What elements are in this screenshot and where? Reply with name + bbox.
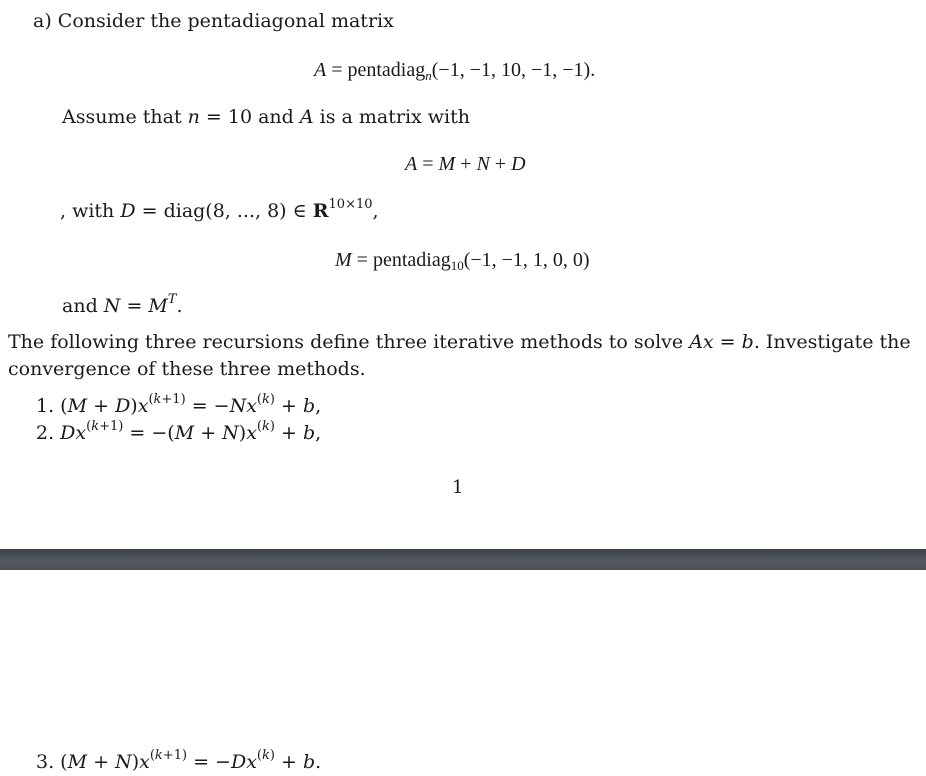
method-3: 3. $(M + N)x^{(k+1)} = -Dx^{(k)} + b$. — [36, 748, 322, 773]
method-2: 2. $Dx^{(k+1)} = -(M + N)x^{(k)} + b$, — [36, 419, 322, 444]
equation-A-split: A = M + N + D — [405, 153, 526, 175]
equation-A-pentadiag: A = pentadiag$_n$(−1, −1, 10, −1, −1). — [314, 59, 596, 83]
page-number: 1 — [452, 477, 464, 498]
method-1: 1. $(M + D)x^{(k+1)} = -Nx^{(k)} + b$, — [36, 392, 322, 417]
equation-M: M = pentadiag$_{10}$(−1, −1, 1, 0, 0) — [335, 249, 590, 273]
task-paragraph: The following three recursions define three iterative methods to solve Ax = b. Investigate the convergence of these three methods. — [8, 331, 911, 380]
problem-intro: a) Consider the pentadiagonal matrix — [33, 10, 394, 32]
definition-N: and $N = M^T$. — [62, 292, 183, 317]
assumption-text: Assume that n = 10 and A is a matrix with — [62, 106, 470, 128]
page-divider — [0, 549, 926, 570]
definition-D: , with D = diag(8, ..., 8) ∈ $R^{10\times 10}$, — [60, 197, 379, 222]
